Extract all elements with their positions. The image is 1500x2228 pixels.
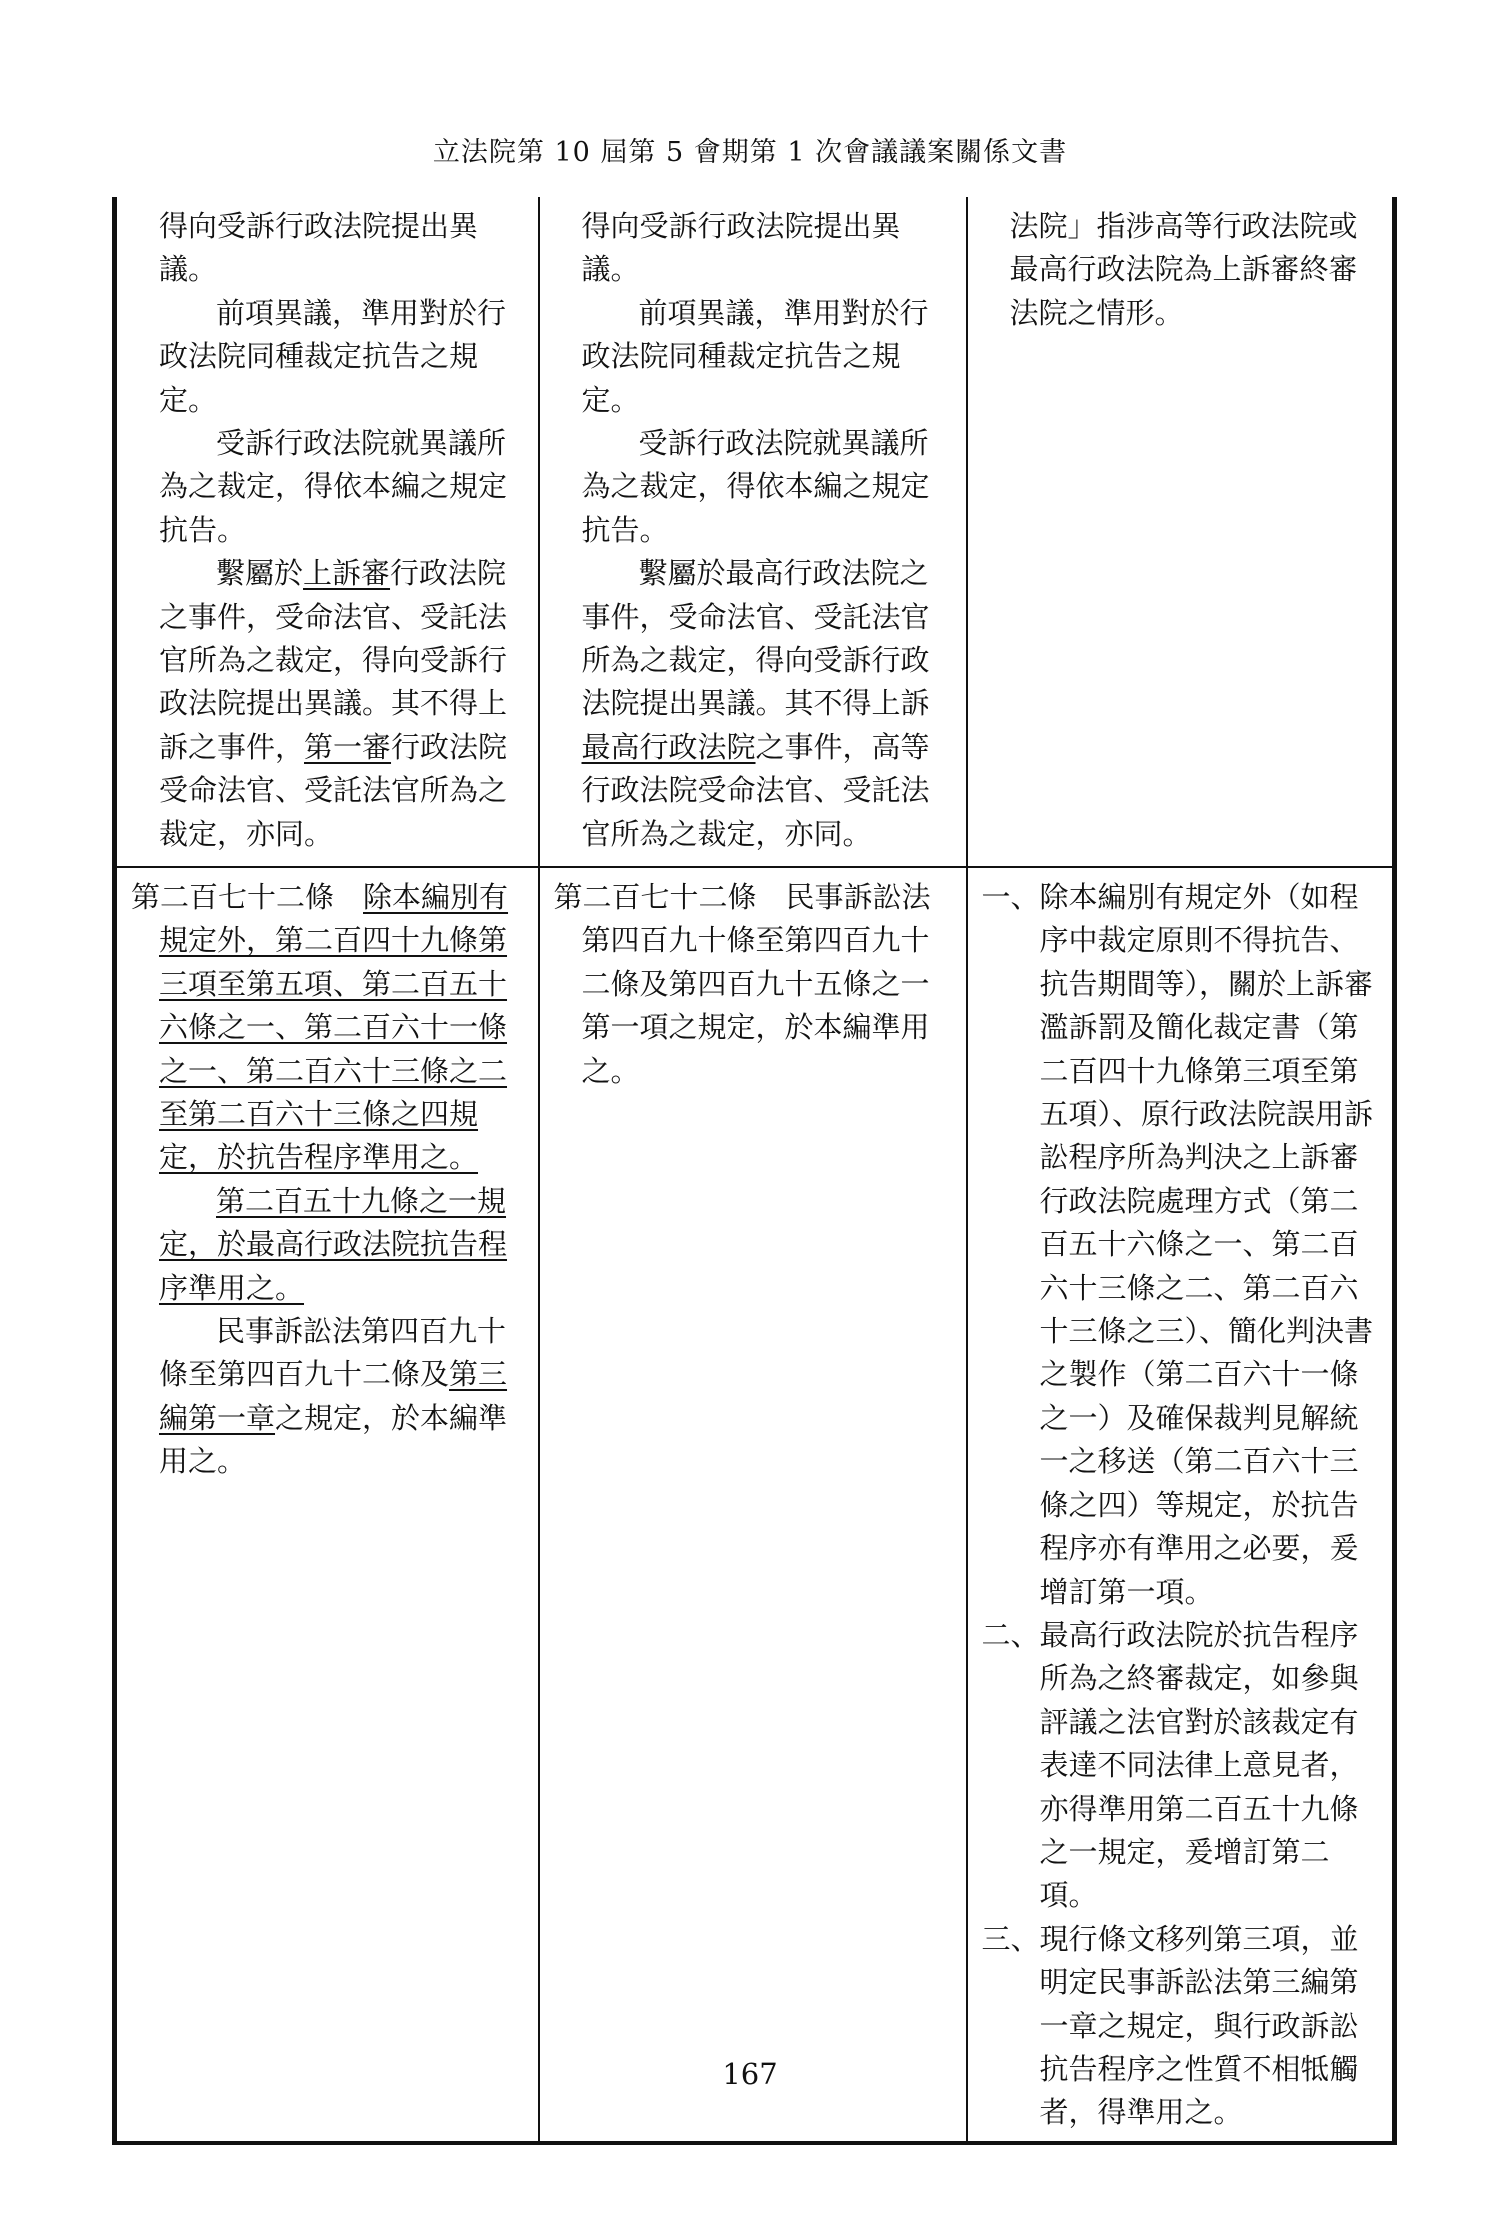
paragraph-text: 受訴行政法院就異議所為之裁定，得依本編之規定抗告。	[581, 426, 930, 547]
underlined-text: 第二百五十九條之一規定，於最高行政法院抗告程序準用之。	[159, 1183, 508, 1305]
document-header: 立法院第 10 屆第 5 會期第 1 次會議議案關係文書	[432, 137, 1068, 168]
article-paragraph	[131, 292, 524, 422]
current-text-cell	[539, 197, 967, 867]
amended-text-cell	[115, 197, 539, 867]
paragraph-text: 民事訴訟法第四百九十條至第四百九十二條及	[159, 1314, 507, 1392]
paragraph-text: 之事件，高等行政法院受命法官、受託法官所為之裁定，亦同。	[581, 729, 930, 851]
paragraph-text: 受訴行政法院就異議所為之裁定，得依本編之規定抗告。	[159, 426, 508, 547]
table-row	[115, 867, 1395, 2143]
article-paragraph	[131, 1310, 524, 1484]
article-paragraph	[131, 422, 524, 552]
underlined-text: 最高行政法院	[581, 729, 756, 764]
paragraph-text: 得向受訴行政法院提出異議。	[581, 209, 901, 287]
underlined-text: 第一審	[304, 729, 392, 764]
underlined-text: 上訴審	[303, 556, 391, 591]
item-text: 最高行政法院於抗告程序所為之終審裁定，如參與評議之法官對於該裁定有表達不同法律上意見者，亦得準用第二百五十九條之一規定，爰增訂第二項。	[1039, 1617, 1359, 1913]
paragraph-text: 得向受訴行政法院提出異議。	[159, 209, 479, 287]
paragraph-text: 行政法院受命法官、受託法官所為之裁定，亦同。	[159, 729, 508, 851]
article-paragraph	[554, 205, 952, 292]
article-paragraph	[554, 552, 952, 856]
current-text-cell	[539, 867, 967, 2143]
underlined-text: 除本編別有規定外，第二百四十九條第三項至第五項、第二百五十六條之一、第二百六十一條之一、第二百六十三條之二至第二百六十三條之四規定，於抗告程序準用之。	[159, 880, 509, 1175]
paragraph-text: 繫屬於	[216, 556, 304, 591]
explanation-cell	[967, 197, 1395, 867]
item-number: 三、	[981, 1921, 1040, 1956]
amended-text-cell	[115, 867, 539, 2143]
article-paragraph	[554, 292, 952, 422]
item-text: 除本編別有規定外（如程序中裁定原則不得抗告、抗告期間等），關於上訴審濫訴罰及簡化裁定書（第二百四十九條第三項至第五項）、原行政法院誤用訴訟程序所為判決之上訴審行政法院處理方式（第二百五十六條之一、第二百六十三條之二、第二百六十三條之三）、簡化判決書之製作（第二百六十一條之一）及確保裁判見解統一之移送（第二百六十三條之四）等規定，於抗告程序亦有準用之必要，爰增訂第一項。	[1039, 880, 1374, 1609]
item-text: 現行條文移列第三項，並明定民事訴訟法第三編第一章之規定，與行政訴訟抗告程序之性質不相牴觸者，得準用之。	[1039, 1921, 1359, 2130]
paragraph-text: 前項異議，準用對於行政法院同種裁定抗告之規定。	[581, 295, 929, 417]
table-row	[115, 197, 1395, 867]
article-heading-paragraph	[554, 876, 952, 1093]
paragraph-text: 法院」指涉高等行政法院或最高行政法院為上訴審終審法院之情形。	[1009, 209, 1358, 330]
article-paragraph	[131, 205, 524, 292]
item-number: 二、	[981, 1617, 1040, 1652]
underlined-text: 第三編第一章	[159, 1357, 508, 1435]
paragraph-text: 之規定，於本編準用之。	[159, 1400, 508, 1479]
page-number: 167	[722, 2057, 778, 2091]
paragraph-text: 第二百七十二條 民事訴訟法第四百九十條至第四百九十二條及第四百九十五條之一第一項之規定，於本編準用之。	[553, 880, 931, 1088]
article-paragraph	[982, 205, 1379, 335]
article-heading-paragraph	[131, 876, 524, 1180]
explanation-item	[982, 1918, 1379, 2135]
explanation-item	[982, 876, 1379, 1614]
item-number: 一、	[981, 880, 1040, 914]
paragraph-text: 行政法院之事件，受命法官、受託法官所為之裁定，得向受訴行政法院提出異議。其不得上訴之事件，	[159, 556, 508, 764]
comparison-table	[112, 197, 1397, 2145]
paragraph-text: 前項異議，準用對於行政法院同種裁定抗告之規定。	[159, 295, 507, 417]
article-paragraph	[131, 552, 524, 856]
explanation-item	[982, 1614, 1379, 1918]
explanation-cell	[967, 867, 1395, 2143]
article-paragraph	[131, 1180, 524, 1310]
article-paragraph	[554, 422, 952, 552]
paragraph-text: 第二百七十二條	[131, 880, 364, 914]
paragraph-text: 繫屬於最高行政法院之事件，受命法官、受託法官所為之裁定，得向受訴行政法院提出異議。其不得上訴	[581, 556, 930, 721]
